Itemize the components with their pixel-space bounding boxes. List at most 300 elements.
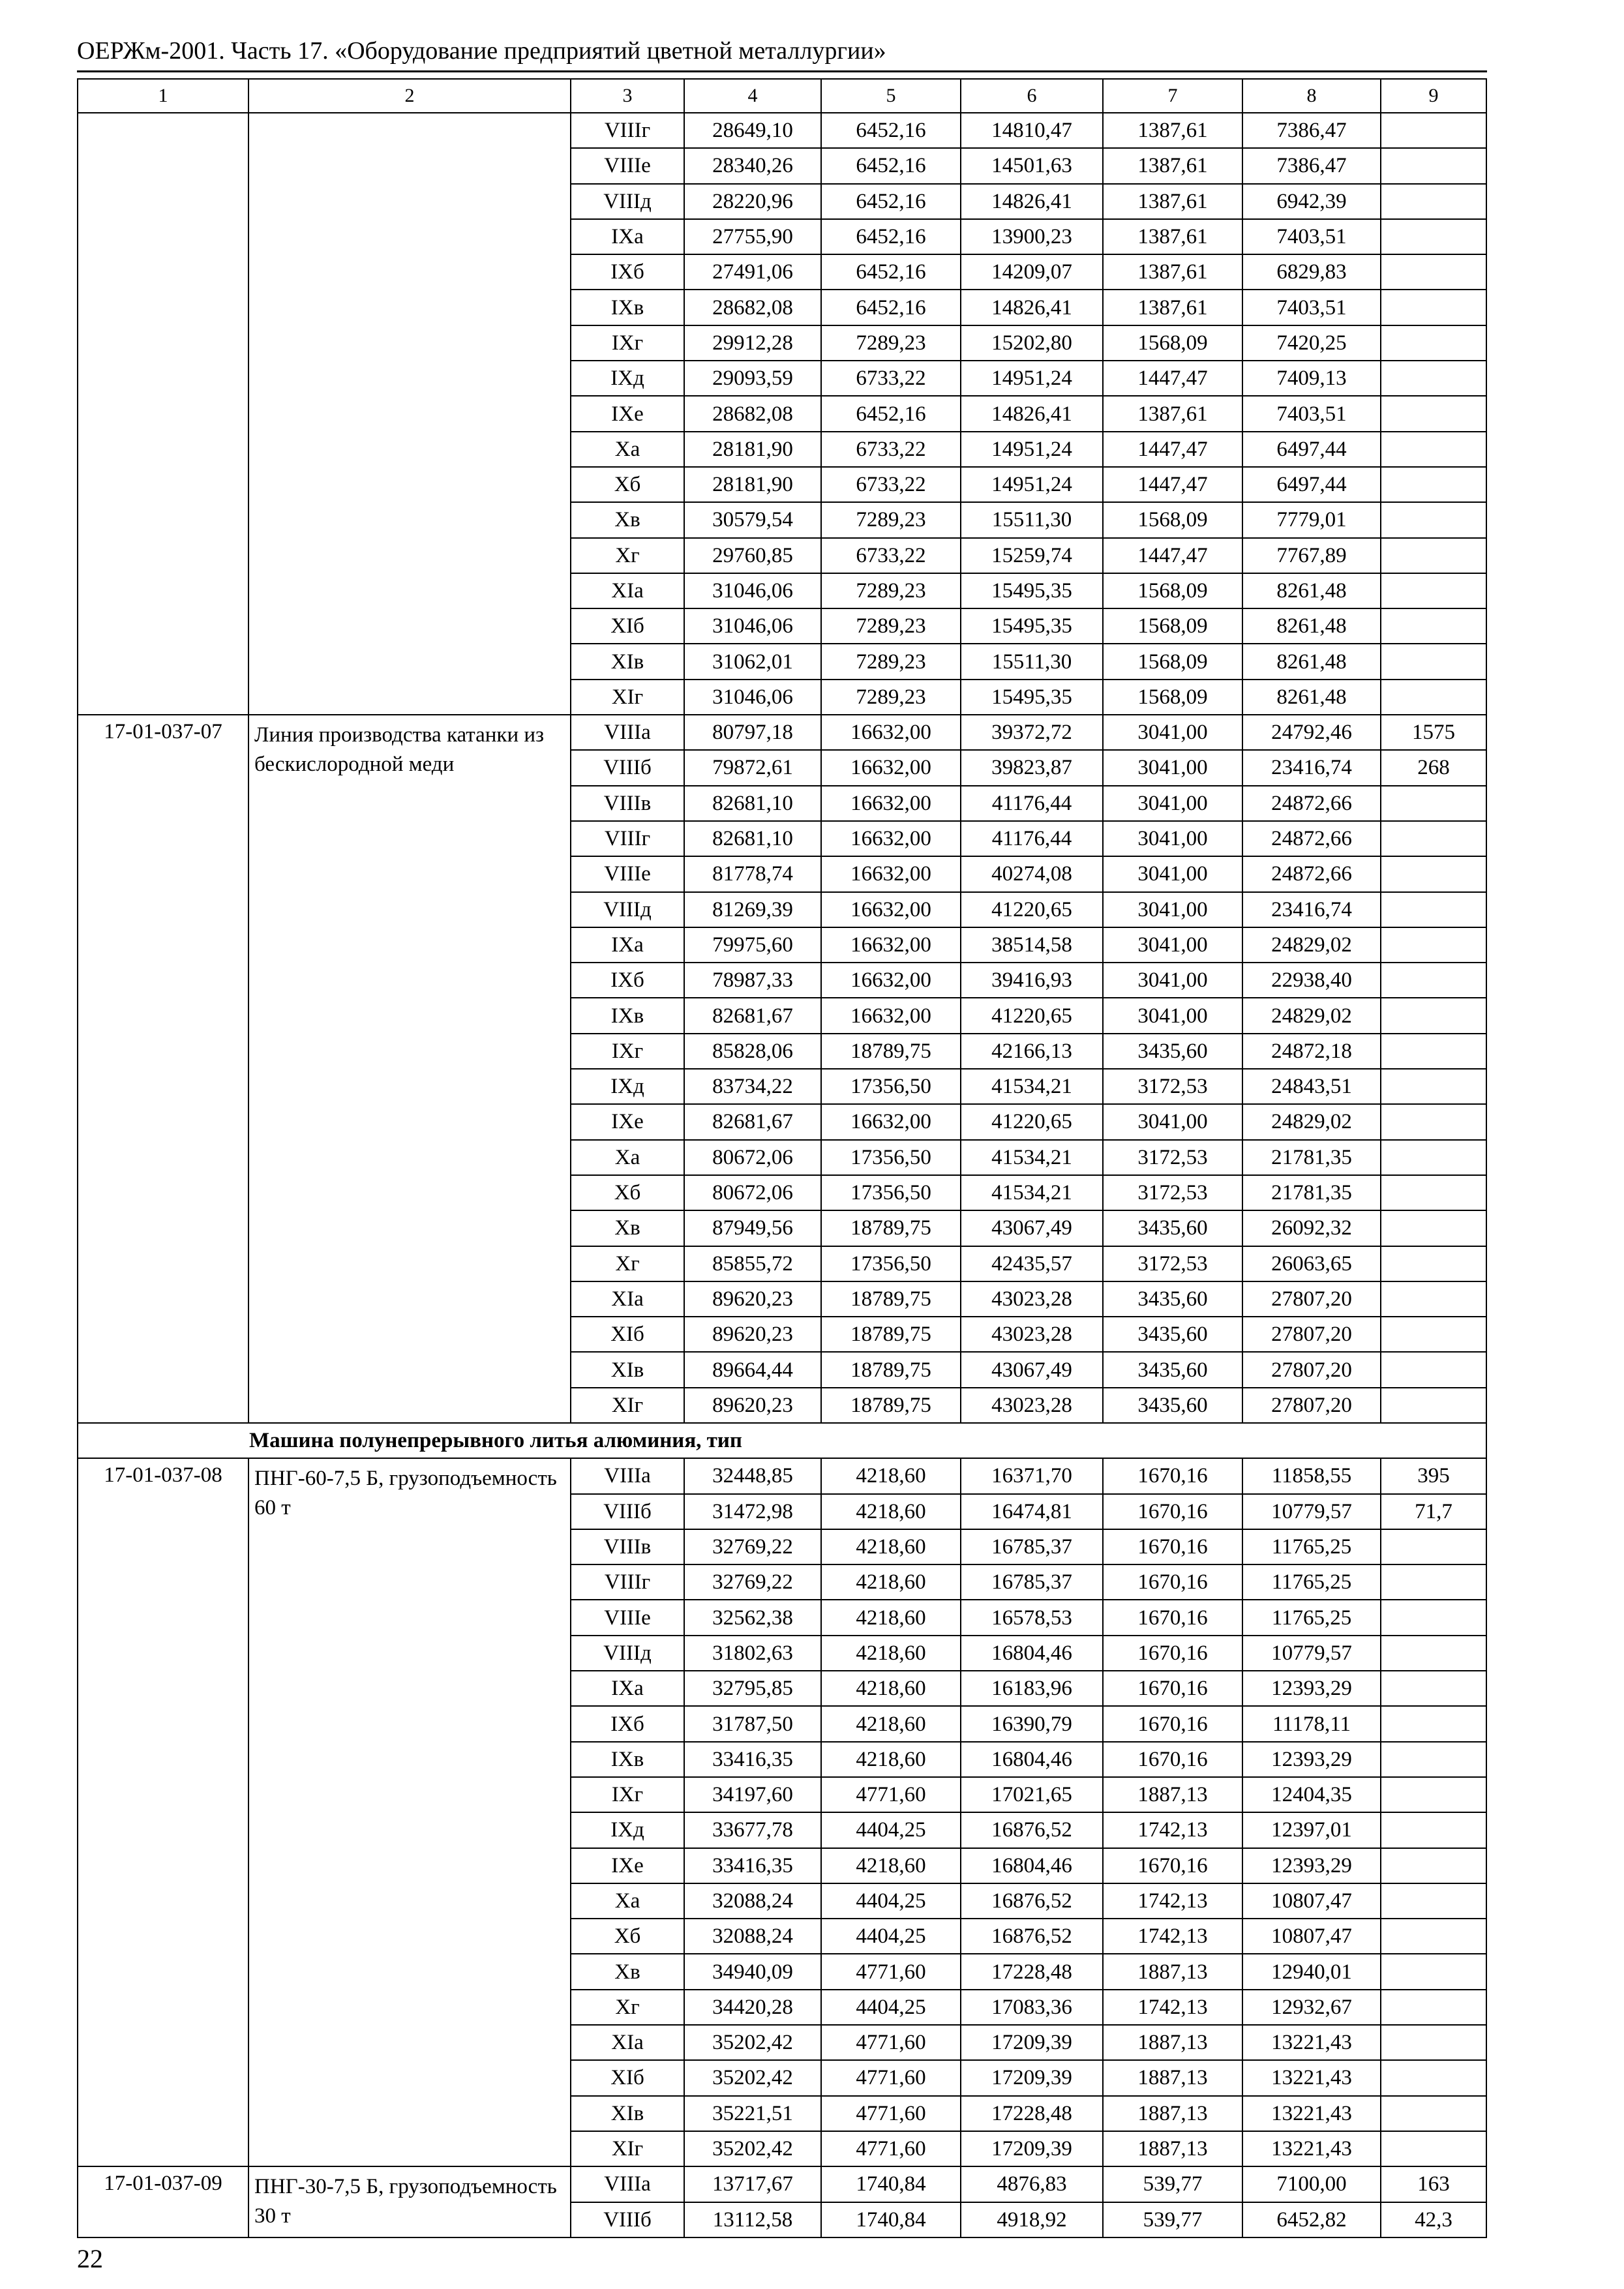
zone-cell: XIа <box>571 2025 684 2060</box>
value-cell: 12932,67 <box>1242 1990 1381 2025</box>
value-cell: 17356,50 <box>821 1069 961 1104</box>
value-cell <box>1381 608 1486 644</box>
value-cell <box>1381 1812 1486 1848</box>
value-cell <box>1381 1246 1486 1281</box>
value-cell: 6733,22 <box>821 538 961 573</box>
zone-cell: VIIIг <box>571 113 684 148</box>
value-cell <box>1381 1175 1486 1210</box>
value-cell: 3041,00 <box>1103 1104 1242 1139</box>
value-cell: 1887,13 <box>1103 2025 1242 2060</box>
value-cell: 14826,41 <box>961 290 1103 325</box>
zone-cell: VIIIб <box>571 750 684 785</box>
value-cell: 4404,25 <box>821 1812 961 1848</box>
value-cell: 31472,98 <box>684 1494 821 1529</box>
value-cell <box>1381 573 1486 608</box>
value-cell: 33416,35 <box>684 1742 821 1777</box>
value-cell: 1387,61 <box>1103 148 1242 183</box>
value-cell: 10779,57 <box>1242 1636 1381 1671</box>
value-cell: 27755,90 <box>684 219 821 254</box>
value-cell: 24843,51 <box>1242 1069 1381 1104</box>
value-cell: 10807,47 <box>1242 1919 1381 1954</box>
value-cell: 3041,00 <box>1103 715 1242 750</box>
value-cell: 3041,00 <box>1103 786 1242 821</box>
value-cell: 4218,60 <box>821 1564 961 1600</box>
value-cell: 15511,30 <box>961 644 1103 679</box>
zone-cell: Xа <box>571 1883 684 1919</box>
zone-cell: Xг <box>571 1990 684 2025</box>
value-cell: 28682,08 <box>684 290 821 325</box>
value-cell: 4218,60 <box>821 1671 961 1706</box>
value-cell: 24829,02 <box>1242 927 1381 963</box>
value-cell <box>1381 1034 1486 1069</box>
value-cell: 18789,75 <box>821 1388 961 1423</box>
zone-cell: IXг <box>571 325 684 361</box>
value-cell: 32769,22 <box>684 1529 821 1564</box>
item-code: 17-01-037-07 <box>78 715 248 1423</box>
price-table-container <box>77 78 1486 2238</box>
value-cell: 7420,25 <box>1242 325 1381 361</box>
value-cell: 8261,48 <box>1242 644 1381 679</box>
value-cell: 1887,13 <box>1103 1777 1242 1812</box>
zone-cell: IXв <box>571 290 684 325</box>
value-cell: 1568,09 <box>1103 573 1242 608</box>
value-cell: 16632,00 <box>821 927 961 963</box>
value-cell: 32088,24 <box>684 1919 821 1954</box>
zone-cell: VIIIе <box>571 148 684 183</box>
value-cell: 4218,60 <box>821 1706 961 1741</box>
value-cell: 6829,83 <box>1242 254 1381 290</box>
value-cell <box>1381 1742 1486 1777</box>
column-number: 8 <box>1242 79 1381 113</box>
value-cell: 1670,16 <box>1103 1636 1242 1671</box>
value-cell: 35202,42 <box>684 2060 821 2095</box>
value-cell <box>1381 1069 1486 1104</box>
value-cell: 3435,60 <box>1103 1317 1242 1352</box>
zone-cell: VIIIв <box>571 786 684 821</box>
item-code: 17-01-037-08 <box>78 1458 248 2166</box>
value-cell: 16785,37 <box>961 1529 1103 1564</box>
value-cell <box>1381 325 1486 361</box>
value-cell <box>1381 856 1486 891</box>
value-cell: 4771,60 <box>821 1954 961 1989</box>
value-cell: 82681,10 <box>684 821 821 856</box>
value-cell: 41176,44 <box>961 821 1103 856</box>
value-cell: 35202,42 <box>684 2131 821 2166</box>
value-cell <box>1381 1706 1486 1741</box>
value-cell: 16632,00 <box>821 715 961 750</box>
value-cell: 15511,30 <box>961 502 1103 537</box>
value-cell: 27807,20 <box>1242 1352 1381 1387</box>
value-cell: 15495,35 <box>961 608 1103 644</box>
value-cell: 42166,13 <box>961 1034 1103 1069</box>
value-cell: 7779,01 <box>1242 502 1381 537</box>
value-cell: 38514,58 <box>961 927 1103 963</box>
value-cell: 1387,61 <box>1103 254 1242 290</box>
value-cell: 7403,51 <box>1242 219 1381 254</box>
value-cell: 6497,44 <box>1242 432 1381 467</box>
value-cell: 6452,82 <box>1242 2202 1381 2237</box>
zone-cell: VIIIд <box>571 184 684 219</box>
value-cell: 4218,60 <box>821 1529 961 1564</box>
value-cell <box>1381 219 1486 254</box>
value-cell: 32088,24 <box>684 1883 821 1919</box>
value-cell: 3435,60 <box>1103 1352 1242 1387</box>
value-cell: 24792,46 <box>1242 715 1381 750</box>
value-cell: 3172,53 <box>1103 1175 1242 1210</box>
value-cell: 12940,01 <box>1242 1954 1381 1989</box>
value-cell: 7386,47 <box>1242 113 1381 148</box>
value-cell: 395 <box>1381 1458 1486 1493</box>
value-cell: 23416,74 <box>1242 750 1381 785</box>
zone-cell: IXд <box>571 1812 684 1848</box>
value-cell <box>1381 1104 1486 1139</box>
value-cell: 85828,06 <box>684 1034 821 1069</box>
item-name <box>248 113 571 715</box>
value-cell: 24872,66 <box>1242 821 1381 856</box>
value-cell <box>1381 1317 1486 1352</box>
column-number: 4 <box>684 79 821 113</box>
value-cell <box>1381 113 1486 148</box>
value-cell: 11178,11 <box>1242 1706 1381 1741</box>
value-cell: 7386,47 <box>1242 148 1381 183</box>
zone-cell: Xб <box>571 467 684 502</box>
value-cell: 80797,18 <box>684 715 821 750</box>
value-cell: 43023,28 <box>961 1388 1103 1423</box>
value-cell: 15495,35 <box>961 680 1103 715</box>
value-cell: 43067,49 <box>961 1210 1103 1246</box>
value-cell: 16632,00 <box>821 821 961 856</box>
zone-cell: IXа <box>571 219 684 254</box>
value-cell: 6452,16 <box>821 254 961 290</box>
section-row <box>78 1423 1486 1458</box>
value-cell: 27491,06 <box>684 254 821 290</box>
table-row <box>78 715 1486 750</box>
value-cell <box>1381 1636 1486 1671</box>
value-cell: 16632,00 <box>821 892 961 927</box>
zone-cell: IXб <box>571 254 684 290</box>
value-cell: 24872,66 <box>1242 856 1381 891</box>
value-cell: 7403,51 <box>1242 290 1381 325</box>
zone-cell: IXа <box>571 927 684 963</box>
value-cell: 1742,13 <box>1103 1812 1242 1848</box>
value-cell: 3435,60 <box>1103 1388 1242 1423</box>
item-code: 17-01-037-09 <box>78 2166 248 2237</box>
value-cell <box>1381 290 1486 325</box>
zone-cell: Xг <box>571 538 684 573</box>
value-cell: 7289,23 <box>821 502 961 537</box>
value-cell: 1670,16 <box>1103 1600 1242 1635</box>
value-cell: 6452,16 <box>821 290 961 325</box>
value-cell: 16632,00 <box>821 998 961 1033</box>
value-cell: 1742,13 <box>1103 1883 1242 1919</box>
item-name: Линия производства катанки из бескислородной меди <box>248 715 571 1423</box>
value-cell: 17209,39 <box>961 2131 1103 2166</box>
value-cell: 1387,61 <box>1103 219 1242 254</box>
value-cell: 4404,25 <box>821 1990 961 2025</box>
value-cell: 82681,67 <box>684 1104 821 1139</box>
table-row <box>78 1458 1486 1493</box>
value-cell: 43067,49 <box>961 1352 1103 1387</box>
zone-cell: IXг <box>571 1777 684 1812</box>
value-cell: 1387,61 <box>1103 290 1242 325</box>
value-cell <box>1381 148 1486 183</box>
value-cell <box>1381 1954 1486 1989</box>
value-cell: 17209,39 <box>961 2025 1103 2060</box>
value-cell: 79872,61 <box>684 750 821 785</box>
zone-cell: XIг <box>571 2131 684 2166</box>
value-cell: 17356,50 <box>821 1175 961 1210</box>
value-cell: 31046,06 <box>684 680 821 715</box>
value-cell: 539,77 <box>1103 2166 1242 2202</box>
value-cell: 29912,28 <box>684 325 821 361</box>
value-cell: 32562,38 <box>684 1600 821 1635</box>
value-cell: 33416,35 <box>684 1848 821 1883</box>
value-cell <box>1381 2131 1486 2166</box>
value-cell: 14501,63 <box>961 148 1103 183</box>
value-cell: 11858,55 <box>1242 1458 1381 1493</box>
value-cell: 17209,39 <box>961 2060 1103 2095</box>
table-body <box>78 79 1486 2237</box>
value-cell: 1670,16 <box>1103 1706 1242 1741</box>
value-cell: 27807,20 <box>1242 1281 1381 1317</box>
value-cell: 34420,28 <box>684 1990 821 2025</box>
value-cell: 28340,26 <box>684 148 821 183</box>
value-cell: 7289,23 <box>821 608 961 644</box>
value-cell <box>1381 1883 1486 1919</box>
value-cell: 18789,75 <box>821 1210 961 1246</box>
item-name: ПНГ-30-7,5 Б, грузоподъемность 30 т <box>248 2166 571 2237</box>
zone-cell: IXе <box>571 396 684 431</box>
value-cell <box>1381 1848 1486 1883</box>
value-cell: 34197,60 <box>684 1777 821 1812</box>
column-number: 3 <box>571 79 684 113</box>
value-cell: 1887,13 <box>1103 2131 1242 2166</box>
zone-cell: VIIIа <box>571 1458 684 1493</box>
value-cell: 4404,25 <box>821 1883 961 1919</box>
value-cell: 6733,22 <box>821 361 961 396</box>
value-cell: 71,7 <box>1381 1494 1486 1529</box>
value-cell: 1447,47 <box>1103 361 1242 396</box>
value-cell: 32448,85 <box>684 1458 821 1493</box>
page-number: 22 <box>77 2244 103 2273</box>
value-cell <box>1381 2096 1486 2131</box>
table-row <box>78 2166 1486 2202</box>
value-cell: 89620,23 <box>684 1388 821 1423</box>
value-cell: 31046,06 <box>684 608 821 644</box>
value-cell: 16474,81 <box>961 1494 1103 1529</box>
value-cell: 14826,41 <box>961 396 1103 431</box>
value-cell: 81269,39 <box>684 892 821 927</box>
value-cell: 18789,75 <box>821 1352 961 1387</box>
column-number: 7 <box>1103 79 1242 113</box>
value-cell: 1670,16 <box>1103 1671 1242 1706</box>
value-cell: 6942,39 <box>1242 184 1381 219</box>
value-cell: 85855,72 <box>684 1246 821 1281</box>
value-cell: 14951,24 <box>961 467 1103 502</box>
zone-cell: VIIIв <box>571 1529 684 1564</box>
value-cell <box>1381 361 1486 396</box>
header-rule <box>77 70 1487 72</box>
value-cell: 13221,43 <box>1242 2060 1381 2095</box>
value-cell: 11765,25 <box>1242 1600 1381 1635</box>
value-cell: 82681,10 <box>684 786 821 821</box>
value-cell: 41176,44 <box>961 786 1103 821</box>
value-cell: 1670,16 <box>1103 1494 1242 1529</box>
value-cell: 3041,00 <box>1103 963 1242 998</box>
value-cell <box>1381 1281 1486 1317</box>
value-cell: 16632,00 <box>821 963 961 998</box>
value-cell <box>1381 1140 1486 1175</box>
value-cell <box>1381 254 1486 290</box>
value-cell: 16876,52 <box>961 1919 1103 1954</box>
value-cell: 4218,60 <box>821 1636 961 1671</box>
value-cell: 4876,83 <box>961 2166 1103 2202</box>
value-cell: 16632,00 <box>821 856 961 891</box>
zone-cell: Xв <box>571 1210 684 1246</box>
value-cell: 4404,25 <box>821 1919 961 1954</box>
zone-cell: XIб <box>571 2060 684 2095</box>
value-cell: 6497,44 <box>1242 467 1381 502</box>
value-cell: 3041,00 <box>1103 927 1242 963</box>
value-cell: 1670,16 <box>1103 1529 1242 1564</box>
section-title: Машина полунепрерывного литья алюминия, тип <box>78 1423 1486 1458</box>
value-cell: 11765,25 <box>1242 1529 1381 1564</box>
value-cell: 89620,23 <box>684 1281 821 1317</box>
value-cell: 39372,72 <box>961 715 1103 750</box>
value-cell: 17356,50 <box>821 1140 961 1175</box>
value-cell: 28220,96 <box>684 184 821 219</box>
value-cell: 10779,57 <box>1242 1494 1381 1529</box>
value-cell: 41534,21 <box>961 1175 1103 1210</box>
column-number: 5 <box>821 79 961 113</box>
value-cell <box>1381 1352 1486 1387</box>
zone-cell: Xа <box>571 1140 684 1175</box>
value-cell: 28649,10 <box>684 113 821 148</box>
value-cell: 1568,09 <box>1103 680 1242 715</box>
value-cell <box>1381 1210 1486 1246</box>
value-cell: 6452,16 <box>821 396 961 431</box>
value-cell: 11765,25 <box>1242 1564 1381 1600</box>
value-cell: 28181,90 <box>684 432 821 467</box>
value-cell <box>1381 538 1486 573</box>
column-number: 6 <box>961 79 1103 113</box>
column-number: 2 <box>248 79 571 113</box>
value-cell: 12393,29 <box>1242 1671 1381 1706</box>
zone-cell: VIIIе <box>571 856 684 891</box>
value-cell: 23416,74 <box>1242 892 1381 927</box>
value-cell: 1670,16 <box>1103 1848 1242 1883</box>
value-cell: 4918,92 <box>961 2202 1103 2237</box>
value-cell: 4771,60 <box>821 2096 961 2131</box>
value-cell: 15259,74 <box>961 538 1103 573</box>
value-cell: 41534,21 <box>961 1140 1103 1175</box>
zone-cell: IXа <box>571 1671 684 1706</box>
value-cell: 8261,48 <box>1242 608 1381 644</box>
zone-cell: XIа <box>571 1281 684 1317</box>
value-cell: 13221,43 <box>1242 2131 1381 2166</box>
column-number: 1 <box>78 79 248 113</box>
value-cell: 81778,74 <box>684 856 821 891</box>
value-cell <box>1381 821 1486 856</box>
value-cell: 12404,35 <box>1242 1777 1381 1812</box>
value-cell: 6452,16 <box>821 219 961 254</box>
value-cell <box>1381 1777 1486 1812</box>
value-cell <box>1381 1919 1486 1954</box>
value-cell: 31046,06 <box>684 573 821 608</box>
value-cell: 41220,65 <box>961 892 1103 927</box>
value-cell: 1887,13 <box>1103 2060 1242 2095</box>
value-cell <box>1381 1990 1486 2025</box>
value-cell: 39416,93 <box>961 963 1103 998</box>
value-cell: 17356,50 <box>821 1246 961 1281</box>
value-cell: 1387,61 <box>1103 396 1242 431</box>
zone-cell: XIв <box>571 1352 684 1387</box>
value-cell: 6733,22 <box>821 467 961 502</box>
value-cell <box>1381 1564 1486 1600</box>
value-cell: 8261,48 <box>1242 573 1381 608</box>
value-cell: 1387,61 <box>1103 113 1242 148</box>
zone-cell: Xб <box>571 1919 684 1954</box>
value-cell: 78987,33 <box>684 963 821 998</box>
value-cell: 80672,06 <box>684 1140 821 1175</box>
value-cell: 41220,65 <box>961 1104 1103 1139</box>
value-cell: 26092,32 <box>1242 1210 1381 1246</box>
value-cell: 4771,60 <box>821 2131 961 2166</box>
value-cell <box>1381 1671 1486 1706</box>
value-cell: 13112,58 <box>684 2202 821 2237</box>
zone-cell: IXе <box>571 1848 684 1883</box>
value-cell: 1740,84 <box>821 2166 961 2202</box>
value-cell: 1447,47 <box>1103 432 1242 467</box>
value-cell: 43023,28 <box>961 1317 1103 1352</box>
zone-cell: VIIIд <box>571 892 684 927</box>
zone-cell: VIIIд <box>571 1636 684 1671</box>
value-cell: 1742,13 <box>1103 1919 1242 1954</box>
value-cell: 40274,08 <box>961 856 1103 891</box>
value-cell: 1575 <box>1381 715 1486 750</box>
value-cell: 16876,52 <box>961 1883 1103 1919</box>
value-cell: 3041,00 <box>1103 856 1242 891</box>
column-number: 9 <box>1381 79 1486 113</box>
zone-cell: Xв <box>571 502 684 537</box>
value-cell: 1670,16 <box>1103 1742 1242 1777</box>
value-cell: 26063,65 <box>1242 1246 1381 1281</box>
value-cell: 268 <box>1381 750 1486 785</box>
value-cell: 16804,46 <box>961 1742 1103 1777</box>
item-code <box>78 113 248 715</box>
value-cell: 80672,06 <box>684 1175 821 1210</box>
value-cell: 1387,61 <box>1103 184 1242 219</box>
zone-cell: VIIIб <box>571 2202 684 2237</box>
value-cell: 7100,00 <box>1242 2166 1381 2202</box>
value-cell: 39823,87 <box>961 750 1103 785</box>
value-cell: 4771,60 <box>821 1777 961 1812</box>
zone-cell: Xб <box>571 1175 684 1210</box>
value-cell: 16632,00 <box>821 786 961 821</box>
value-cell: 16183,96 <box>961 1671 1103 1706</box>
value-cell: 21781,35 <box>1242 1140 1381 1175</box>
value-cell: 13221,43 <box>1242 2025 1381 2060</box>
value-cell: 1447,47 <box>1103 538 1242 573</box>
value-cell: 3172,53 <box>1103 1069 1242 1104</box>
zone-cell: VIIIе <box>571 1600 684 1635</box>
value-cell: 6452,16 <box>821 113 961 148</box>
zone-cell: VIIIг <box>571 821 684 856</box>
value-cell: 41220,65 <box>961 998 1103 1033</box>
zone-cell: XIв <box>571 2096 684 2131</box>
value-cell: 1568,09 <box>1103 325 1242 361</box>
value-cell: 29093,59 <box>684 361 821 396</box>
